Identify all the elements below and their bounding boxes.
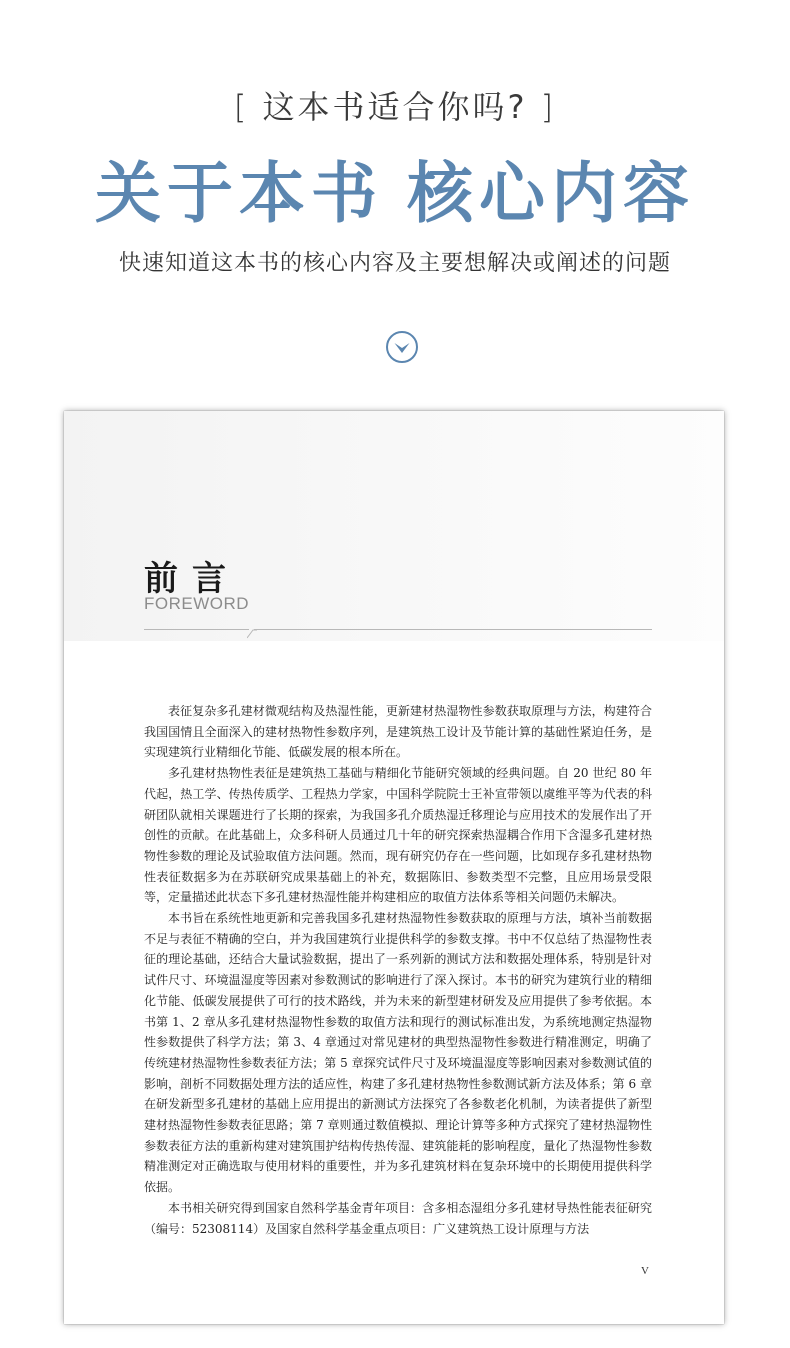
divider-notch <box>247 629 257 639</box>
subtitle: 快速知道这本书的核心内容及主要想解决或阐述的问题 <box>118 251 671 276</box>
divider-left <box>144 629 249 630</box>
preface-title: 前言 <box>144 559 240 599</box>
paragraph: 本书相关研究得到国家自然科学基金青年项目：含多相态湿组分多孔建材导热性能表征研究（编号：52308114）及国家自然科学基金重点项目：广义建筑热工设计原理与方法 <box>144 1200 652 1236</box>
paragraph: 表征复杂多孔建材微观结构及热湿性能，更新建材热湿物性参数获取原理与方法，构建符合我国国情且全面深入的建材热物性参数序列，是建筑热工设计及节能计算的基础性紧迫任务，是实现建筑行业精细化节能、低碳发展的根本所在。 <box>144 704 652 760</box>
headline-left: 关于本书 <box>95 154 383 232</box>
question-heading <box>0 82 790 128</box>
headline <box>0 140 790 235</box>
page-number: V <box>641 1265 649 1277</box>
paragraph: 本书旨在系统性地更新和完善我国多孔建材热湿物性参数获取的原理与方法，填补当前数据不足与表征不精确的空白，并为我国建筑行业提供科学的参数支撑。书中不仅总结了热湿物性表征的理论基础，还结合大量试验数据，提出了一系列新的测试方法和数据处理体系，特别是针对试件尺寸、环境温湿度等因素对参数测试的影响进行了深入探讨。本书的研究为建筑行业的精细化节能、低碳发展提供了可行的技术路线，并为未来的新型建材研发及应用提供了参考依据。本书第 1、2 章从多孔建材热湿物性参数的取值方法和现行的测试标准出发，为系统地测定热湿物性参数提供了科学方法；第 3、4 章通过对常见建材的典型热湿物性参数进行精准测定，明确了传统建材热湿物性参数表征方法；第 5 章探究试件尺寸及环境温湿度等影响因素对参数测试值的影响，剖析不同数据处理方法的适应性，构建了多孔建材热物性参数测试新方法及体系；第 6 章在研发新型多孔建材的基础上应用提出的新测试方法探究了各参数老化机制，为读者提供了新型建材热湿物性参数表征思路；第 7 章则通过数值模拟、理论计算等多种方式探究了建材热湿物性参数表征方法的重新构建对建筑围护结构传热传湿、建筑能耗的影响程度，量化了热湿物性参数精准测定对正确选取与使用材料的重要性，并为多孔建筑材料在复杂环境中的长期使用提供科学依据。 <box>144 911 652 1195</box>
divider-right <box>254 629 652 630</box>
preface-title-en: FOREWORD <box>144 594 250 613</box>
header-section <box>0 0 790 400</box>
book-page <box>64 411 724 1324</box>
bracket-open: [ <box>233 88 250 126</box>
question-text: 这本书适合你吗? <box>262 88 528 126</box>
chevron-down-circle-icon <box>385 330 419 364</box>
paragraph: 多孔建材热物性表征是建筑热工基础与精细化节能研究领域的经典问题。自 20 世纪 80 年代起，热工学、传热传质学、工程热力学家，中国科学院院士王补宣带领以虞维平等为代表的科研团队就相关课题进行了长期的探索，为我国多孔介质热湿迁移理论与应用技术的发展作出了开创性的贡献。在此基础上，众多科研人员通过几十年的研究探索热湿耦合作用下含湿多孔建材热物性参数的理论及试验取值方法问题。然而，现有研究仍存在一些问题，比如现存多孔建材热物性表征数据多为在苏联研究成果基础上的补充，数据陈旧、参数类型不完整，且应用场景受限等，定量描述此状态下多孔建材热湿性能并构建相应的取值方法体系等相关问题仍未解决。 <box>144 766 652 905</box>
bracket-close: ] <box>540 88 557 126</box>
headline-right: 核心内容 <box>407 154 695 232</box>
preface-body <box>144 701 652 1239</box>
